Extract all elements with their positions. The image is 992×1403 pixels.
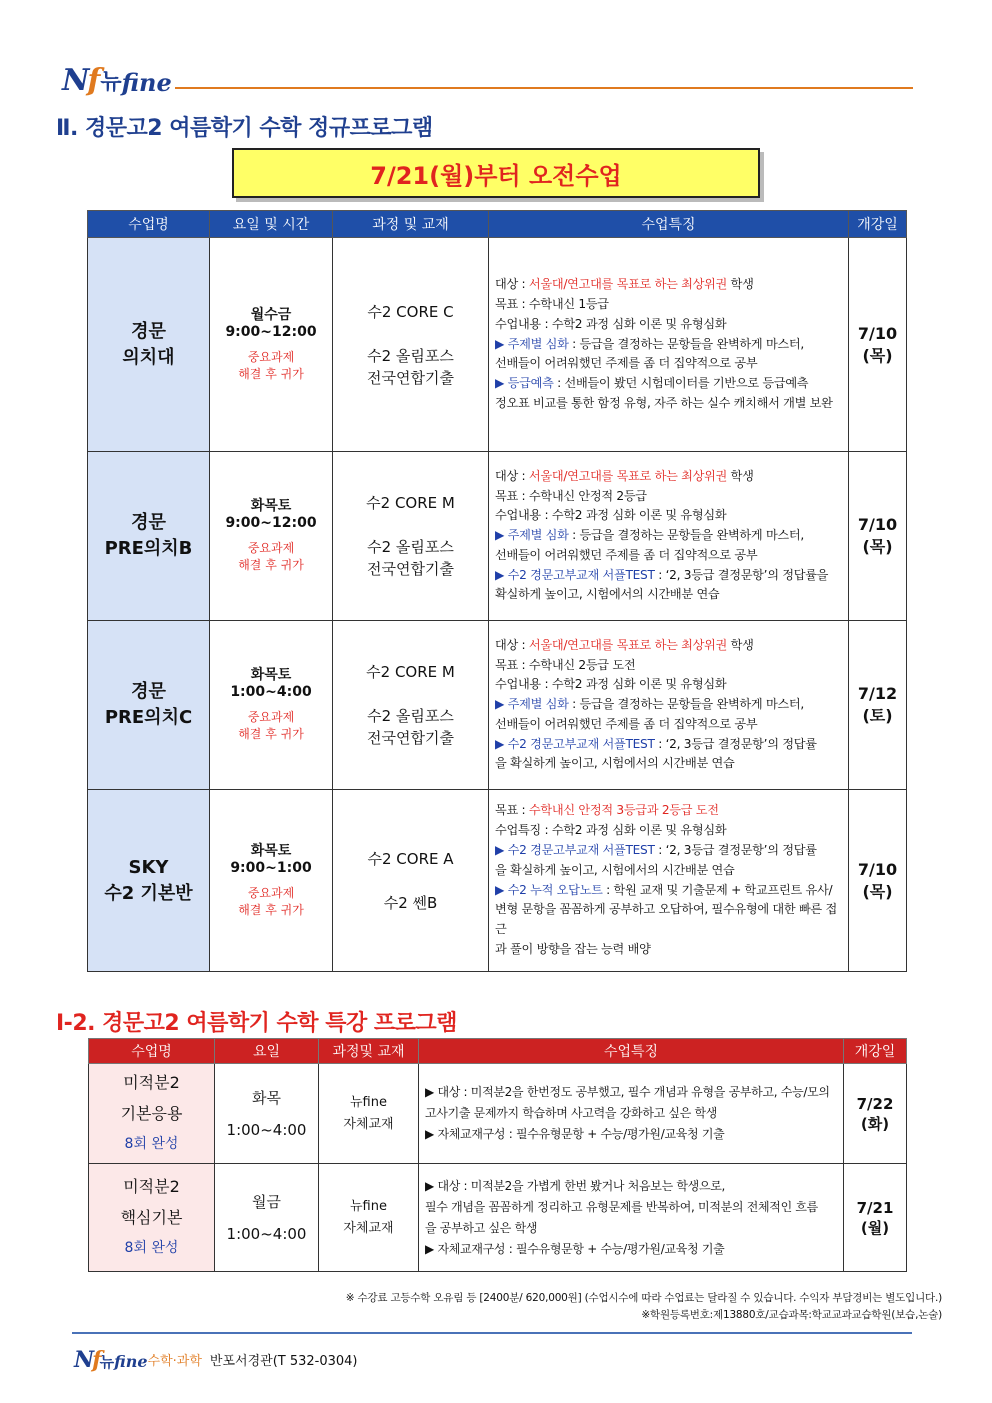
feature-text: 목표 : 수학내신 1등급	[495, 297, 609, 311]
feature-text: 목표 :	[495, 803, 529, 818]
feature-highlight: ▶ 수2 누적 오답노트	[495, 882, 603, 897]
feature-line	[495, 566, 844, 586]
feature-emphasis: 서울대/연고대를 목표로 하는 최상위권	[528, 468, 728, 483]
feature-text: 변형 문항을 꼼꼼하게 공부하고 오답하여, 필수유형에 대한 빠른 접근	[495, 902, 837, 937]
feature-text: 수업내용 : 수학2 과정 심화 이론 및 유형심화	[495, 508, 727, 523]
footer-subjects: 수학·과학	[147, 1354, 202, 1369]
table-row	[89, 1064, 907, 1164]
feature-text: : ‘2, 3등급 결정문항’의 정답률	[654, 842, 817, 857]
feature-line: ▶ 대상 : 미적분2을 가볍게 한번 봤거나 처음보는 학생으로,	[425, 1178, 726, 1193]
class-name-line: 경문	[131, 512, 166, 533]
start-date-cell	[844, 1064, 907, 1164]
regular-program-table	[87, 210, 907, 972]
feature-text: 학생	[727, 637, 754, 652]
feature-emphasis: 서울대/연고대를 목표로 하는 최상위권	[528, 637, 728, 652]
feature-line	[495, 821, 844, 841]
header-features: 수업특징	[489, 211, 849, 238]
table-header-row	[89, 1039, 907, 1064]
spacer	[333, 683, 488, 705]
features-cell	[419, 1064, 844, 1164]
section1-title: Ⅱ. 경문고2 여름학기 수학 정규프로그램	[56, 116, 433, 141]
schedule-cell	[215, 1164, 319, 1272]
feature-line	[495, 881, 844, 901]
features-cell	[489, 790, 849, 972]
course-line: 자체교재	[343, 1220, 394, 1236]
spacer	[210, 701, 332, 709]
class-days: 화목토	[250, 667, 292, 683]
spacer	[210, 877, 332, 885]
feature-line	[495, 695, 844, 715]
class-name-cell	[88, 790, 210, 972]
class-days: 화목토	[250, 498, 292, 514]
class-name-line: 미적분2	[123, 1177, 180, 1196]
feature-text: 수업특징 : 수학2 과정 심화 이론 및 유형심화	[495, 823, 727, 838]
feature-text: 대상 :	[495, 277, 529, 292]
feature-highlight: ▶ 수2 경문고부교재 서플TEST	[495, 736, 655, 751]
special-program-table	[88, 1038, 907, 1272]
header-logo	[62, 62, 172, 96]
header-start-date: 개강일	[844, 1039, 907, 1064]
schedule-banner: 7/21(월)부터 오전수업	[232, 148, 760, 198]
table-row	[88, 238, 907, 452]
tuition-note: ※ 수강료 고등수학 오유림 등 [2400분/ 620,000원] (수업시수에 따라 수업료는 달라질 수 있습니다. 수익자 부담경비는 별도입니다.)	[345, 1292, 942, 1304]
feature-highlight: ▶ 주제별 심화	[495, 528, 569, 543]
footer-logo-name-en: fine	[114, 1352, 148, 1371]
header-class-name: 수업명	[88, 211, 210, 238]
class-name-line: SKY	[128, 856, 169, 878]
feature-text: : 등급을 결정하는 문항들을 완벽하게 마스터,	[568, 336, 804, 351]
schedule-cell	[210, 621, 333, 790]
header-start-date: 개강일	[849, 211, 907, 238]
start-date-cell	[849, 452, 907, 621]
feature-line	[495, 841, 844, 861]
course-line: 자체교재	[343, 1116, 394, 1132]
section2-title: Ⅰ-2. 경문고2 여름학기 수학 특강 프로그램	[56, 1011, 457, 1036]
start-weekday: (목)	[862, 345, 893, 365]
feature-text: : 선배들이 봤던 시험데이터를 기반으로 등급예측	[553, 376, 809, 391]
feature-line	[495, 487, 844, 507]
feature-line	[495, 656, 844, 676]
logo-name-ko: 뉴	[100, 70, 122, 95]
class-name-line: 기본응용	[120, 1104, 183, 1123]
spacer	[333, 870, 488, 892]
feature-line	[495, 861, 844, 881]
feature-text: 대상 :	[495, 637, 529, 652]
spacer	[210, 341, 332, 349]
course-cell	[333, 621, 489, 790]
start-date: 7/10	[857, 515, 898, 534]
feature-line	[495, 506, 844, 526]
start-weekday: (화)	[860, 1114, 890, 1133]
feature-line	[495, 900, 844, 940]
feature-text: 목표 : 수학내신 안정적 2등급	[495, 488, 647, 503]
header-course: 과정및 교재	[319, 1039, 419, 1064]
feature-line	[495, 354, 844, 374]
schedule-cell	[215, 1064, 319, 1164]
class-hours: 1:00~4:00	[230, 684, 312, 700]
homework-note: 중요과제	[247, 885, 295, 900]
course-line: 뉴fine	[350, 1198, 387, 1214]
course-book: 수2 쎈B	[383, 893, 438, 912]
feature-text: 선배들이 어려워했던 주제를 좀 더 집약적으로 공부	[495, 716, 758, 731]
table-row	[88, 452, 907, 621]
feature-line	[495, 735, 844, 755]
feature-line	[495, 335, 844, 355]
course-main: 수2 CORE C	[367, 302, 454, 321]
feature-text: : 등급을 결정하는 문항들을 완벽하게 마스터,	[568, 697, 804, 712]
session-count: 8회 완성	[124, 1136, 179, 1152]
feature-line	[495, 315, 844, 335]
spacer	[333, 514, 488, 536]
header-day-time: 요일 및 시간	[210, 211, 333, 238]
features-cell	[489, 452, 849, 621]
feature-line: ▶ 자체교재구성 : 필수유형문항 + 수능/평가원/교육청 기출	[425, 1127, 725, 1141]
feature-line	[495, 526, 844, 546]
class-name-line: 핵심기본	[120, 1208, 183, 1227]
feature-highlight: ▶ 주제별 심화	[495, 336, 569, 351]
session-count: 8회 완성	[124, 1240, 179, 1256]
course-main: 수2 CORE A	[367, 849, 454, 868]
feature-line: 필수 개념을 꼼꼼하게 정리하고 유형문제를 반복하여, 미적분의 전체적인 흐름	[425, 1199, 818, 1214]
schedule-cell	[210, 452, 333, 621]
course-cell	[333, 238, 489, 452]
course-main: 수2 CORE M	[366, 663, 455, 681]
class-name-cell	[88, 621, 210, 790]
feature-text: 정오표 비교를 통한 함정 유형, 자주 하는 실수 캐치해서 개별 보완	[495, 395, 833, 410]
start-date: 7/21	[856, 1198, 894, 1217]
feature-highlight: ▶ 수2 경문고부교재 서플TEST	[495, 842, 655, 857]
course-book: 수2 올림포스	[367, 538, 454, 556]
class-hours: 9:00~12:00	[225, 323, 317, 340]
course-book: 전국연합기출	[367, 729, 454, 747]
homework-note: 중요과제	[247, 541, 295, 555]
start-date-cell	[849, 621, 907, 790]
class-hours: 9:00~1:00	[230, 859, 312, 876]
start-date-cell	[844, 1164, 907, 1272]
footer-logo-name-ko: 뉴	[99, 1353, 115, 1371]
homework-note: 해결 후 귀가	[238, 558, 304, 572]
features-cell	[489, 621, 849, 790]
feature-line	[495, 801, 844, 821]
homework-note: 해결 후 귀가	[238, 902, 304, 917]
logo-mark: Nf	[62, 63, 99, 98]
header-features: 수업특징	[419, 1039, 844, 1064]
registration-note: ※학원등록번호:제13880호/교습과목:학교교과교습학원(보습,논술)	[641, 1309, 942, 1321]
footer-divider	[72, 1332, 912, 1334]
feature-text: 목표 : 수학내신 2등급 도전	[495, 657, 636, 672]
feature-line	[495, 636, 844, 656]
feature-line	[495, 275, 844, 295]
feature-emphasis: 서울대/연고대를 목표로 하는 최상위권	[528, 277, 728, 292]
header-course: 과정 및 교재	[333, 211, 489, 238]
homework-note: 해결 후 귀가	[238, 727, 304, 741]
footer-branch: 반포서경관(T 532-0304)	[209, 1354, 358, 1369]
feature-line	[495, 374, 844, 394]
header-divider	[175, 87, 913, 89]
start-date-cell	[849, 790, 907, 972]
course-main: 수2 CORE M	[366, 494, 455, 512]
feature-text: 선배들이 어려워했던 주제를 좀 더 집약적으로 공부	[495, 356, 758, 371]
course-book: 수2 올림포스	[367, 707, 454, 725]
feature-text: 과 풀이 방향을 잡는 능력 배양	[495, 941, 651, 956]
start-date: 7/10	[857, 323, 898, 343]
start-date: 7/22	[856, 1094, 894, 1113]
spacer	[333, 323, 488, 345]
class-days: 월금	[252, 1192, 281, 1211]
class-name-line: 경문	[131, 320, 166, 342]
feature-line	[495, 675, 844, 695]
class-name-cell	[88, 452, 210, 621]
start-weekday: (토)	[862, 706, 893, 725]
feature-text: : 학원 교재 및 기출문제 + 학교프린트 유사/	[602, 882, 833, 897]
class-days: 월수금	[250, 306, 292, 323]
header-day: 요일	[215, 1039, 319, 1064]
homework-note: 중요과제	[247, 349, 295, 364]
feature-line	[495, 295, 844, 315]
feature-line: ▶ 대상 : 미적분2을 한번정도 공부했고, 필수 개념과 유형을 공부하고, 수능/모의	[425, 1085, 830, 1099]
course-line: 뉴fine	[350, 1094, 387, 1110]
logo-name-en: fine	[121, 68, 172, 97]
class-name-line: 미적분2	[123, 1073, 180, 1092]
feature-text: : ‘2, 3등급 결정문항’의 정답률을	[654, 567, 829, 582]
schedule-cell	[210, 790, 333, 972]
feature-line	[495, 754, 844, 774]
feature-text: 확실하게 높이고, 시험에서의 시간배분 연습	[495, 587, 720, 602]
course-book: 전국연합기출	[367, 560, 454, 578]
features-cell	[489, 238, 849, 452]
class-name-line: PRE의치B	[104, 538, 193, 559]
class-name-line: 수2 기본반	[104, 882, 193, 904]
table-row	[89, 1164, 907, 1272]
course-book: 전국연합기출	[367, 368, 454, 387]
feature-highlight: ▶ 등급예측	[495, 376, 554, 391]
class-days: 화목	[252, 1088, 281, 1107]
feature-highlight: ▶ 주제별 심화	[495, 697, 569, 712]
class-name-line: 의치대	[122, 346, 175, 368]
start-weekday: (목)	[862, 881, 893, 901]
table-row	[88, 621, 907, 790]
class-name-cell	[89, 1164, 215, 1272]
class-name-line: PRE의치C	[104, 707, 193, 728]
course-cell	[319, 1064, 419, 1164]
homework-note: 해결 후 귀가	[238, 366, 304, 381]
feature-text: 선배들이 어려워했던 주제를 좀 더 집약적으로 공부	[495, 547, 758, 562]
course-cell	[333, 452, 489, 621]
start-date-cell	[849, 238, 907, 452]
schedule-cell	[210, 238, 333, 452]
start-date: 7/10	[857, 859, 898, 879]
footer-logo	[74, 1349, 358, 1371]
class-hours: 1:00~4:00	[226, 1120, 307, 1139]
start-weekday: (월)	[860, 1218, 890, 1237]
start-weekday: (목)	[862, 537, 893, 556]
feature-emphasis: 수학내신 안정적 3등급과 2등급 도전	[528, 803, 719, 818]
feature-line: 을 공부하고 싶은 학생	[425, 1220, 538, 1235]
footer-logo-mark: Nf	[74, 1347, 100, 1373]
course-cell	[333, 790, 489, 972]
feature-text: 을 확실하게 높이고, 시험에서의 시간배분 연습	[495, 756, 735, 771]
class-name-line: 경문	[131, 681, 166, 702]
class-days: 화목토	[250, 842, 292, 859]
feature-text: : 등급을 결정하는 문항들을 완벽하게 마스터,	[568, 528, 804, 543]
feature-line: 고사기출 문제까지 학습하며 사고력을 강화하고 싶은 학생	[425, 1106, 718, 1120]
feature-text: 수업내용 : 수학2 과정 심화 이론 및 유형심화	[495, 677, 727, 692]
feature-line	[495, 394, 844, 414]
course-cell	[319, 1164, 419, 1272]
course-book: 수2 올림포스	[367, 346, 454, 365]
feature-line	[495, 585, 844, 605]
feature-line	[495, 467, 844, 487]
feature-text: 수업내용 : 수학2 과정 심화 이론 및 유형심화	[495, 316, 727, 331]
header-class-name: 수업명	[89, 1039, 215, 1064]
table-row	[88, 790, 907, 972]
feature-line	[495, 546, 844, 566]
class-name-cell	[88, 238, 210, 452]
table-header-row	[88, 211, 907, 238]
feature-line	[495, 715, 844, 735]
features-cell	[419, 1164, 844, 1272]
feature-line: ▶ 자체교재구성 : 필수유형문항 + 수능/평가원/교육청 기출	[425, 1241, 725, 1256]
class-name-cell	[89, 1064, 215, 1164]
class-hours: 9:00~12:00	[225, 515, 317, 531]
feature-text: 학생	[727, 468, 754, 483]
feature-text: 학생	[727, 277, 754, 292]
feature-text: 을 확실하게 높이고, 시험에서의 시간배분 연습	[495, 862, 735, 877]
homework-note: 중요과제	[247, 710, 295, 724]
feature-text: : ‘2, 3등급 결정문항’의 정답률	[654, 736, 817, 751]
start-date: 7/12	[857, 684, 898, 703]
feature-text: 대상 :	[495, 468, 529, 483]
spacer	[210, 532, 332, 540]
feature-line	[495, 940, 844, 960]
feature-highlight: ▶ 수2 경문고부교재 서플TEST	[495, 567, 655, 582]
class-hours: 1:00~4:00	[226, 1224, 307, 1243]
